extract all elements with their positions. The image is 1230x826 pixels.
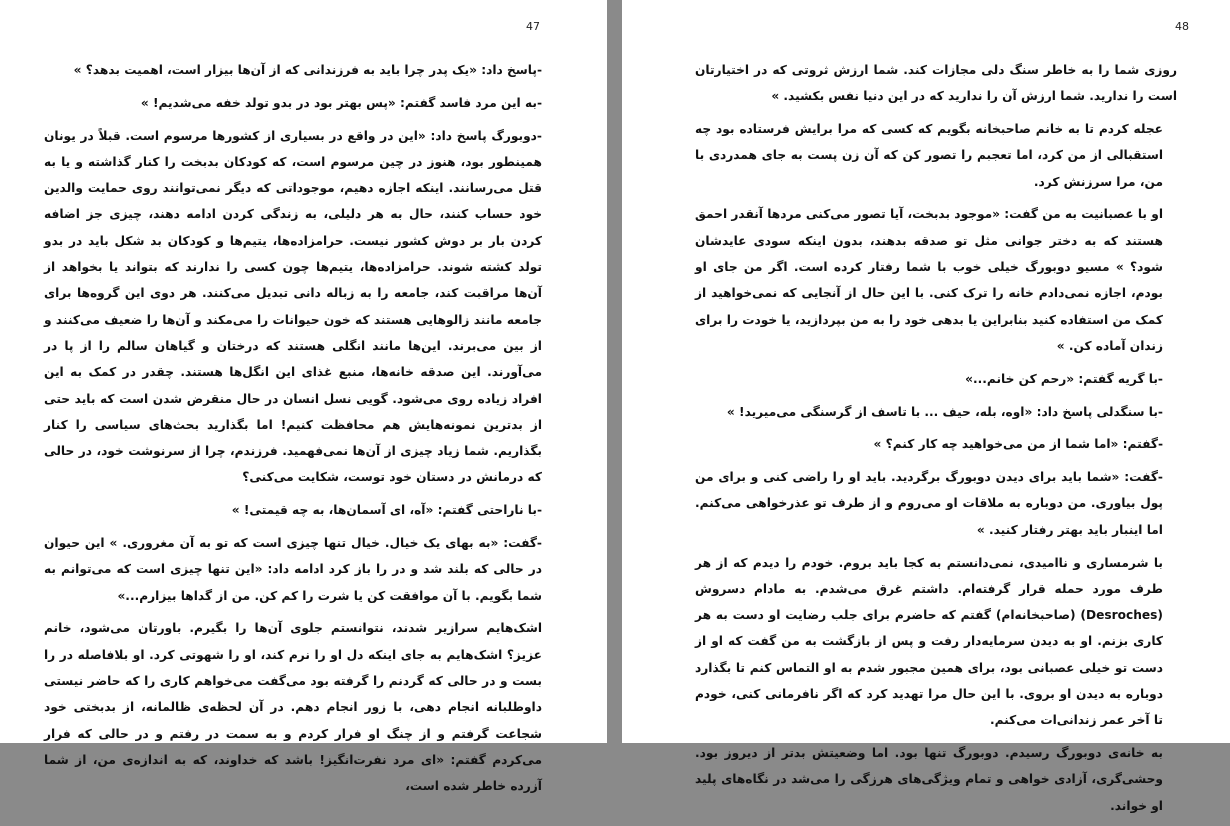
paragraph: -به این مرد فاسد گفتم: «پس بهتر بود در بدو تولد خفه می‌شدیم! » (140, 95, 542, 110)
paragraph: -با گریه گفتم: «رحم کن خانم...» (965, 371, 1163, 386)
left-page (0, 0, 607, 794)
paragraph: -با سنگدلی پاسخ داد: «اوه، بله، حیف ... با تاسف از گرسنگی می‌میرید! » (726, 404, 1163, 419)
paragraph: -با ناراحتی گفتم: «آه، ای آسمان‌ها، به چه قیمتی! » (231, 503, 542, 518)
paragraph: -دوبورگ پاسخ داد: «این در واقع در بسیاری از کشورها مرسوم است. قبلاً در یونان همینطور بود، هنوز در چین مرسوم است، که کودکان بدبخت را کنار گذاشته و یا به قتل می‌رسانند. اینکه اجازه دهیم، موجوداتی که دیگر نمی‌توانند روی حمایت والدین خود حساب کنند، حال به هر دلیلی، به زندگی کردن ادامه دهند، چیزی جز اضافه کردن بار بر دوش کشور نیست. حرامزاده‌ها، یتیم‌ها و کودکان بد شکل باید در بدو تولد کشته شوند. حرامزاده‌ها، یتیم‌ها چون کسی را ندارند که بتواند یا بخواهد از آن‌ها مراقبت کند، جامعه را به زباله دانی تبدیل می‌کنند. هر دوی این گروه‌ها برای جامعه مانند زالوهایی هستند که خون حیوانات را می‌مکند و آن‌ها را ضعیف می‌کنند و از بین می‌برند. این‌ها مانند انگلی هستند که درختان و گیاهان سالم را از پا در می‌آورند. این صدقه خانه‌ها، منبع غذای این انگل‌ها هستند. چقدر در کمک به این افراد زیاده روی می‌شود. گویی نسل انسان در حال منقرض شدن است که باید حتی از بدترین نمونه‌هایش هم محافظت کنیم! اما بگذارید بحث‌های سیاسی را کنار بگذاریم. شما زیاد چیزی از آن‌ها نمی‌فهمید. فرزندم، چرا از سرنوشت خود، در حالی که درمانش در دستان خود توست، شکایت می‌کنی؟ (44, 128, 542, 485)
page-text (695, 57, 1177, 826)
paragraph: -گفت: «شما باید برای دیدن دوبورگ برگردید. باید او را راضی کنی و برای من پول بیاوری. من دوباره به ملاقات او می‌روم و از طرف تو عذرخواهی می‌کنم. اما اینبار باید بهتر رفتار کنید. » (695, 470, 1163, 537)
paragraph: با شرمساری و ناامیدی، نمی‌دانستم به کجا باید بروم. خودم را دیدم که از هر طرف مورد حمله قرار گرفته‌ام. داشتم غرق می‌شدم. به مادام دسروش (Desroches) (صاحبخانه‌ام) گفتم که حاضرم برای جلب رضایت او دست به هر کاری بزنم. او به دیدن سرمایه‌دار رفت و پس از بازگشت به من گفت که او از دست تو خیلی عصبانی بود، برای همین مجبور شدم به او التماس کنم تا بگذارد دوباره به دیدن او بروی. با این حال مرا تهدید کرد که اگر نافرمانی کنی، خودم تا آخر عمر زندانی‌ات می‌کنم. (695, 555, 1163, 728)
paragraph: -گفت: «به بهای یک خیال. خیال تنها چیزی است که تو به آن مغروری. » این حیوان در حالی که بلند شد و در را باز کرد ادامه داد: «این تنها چیزی است که می‌توانم به شما بگویم. با آن موافقت کن یا شرت را کم کن. من از گداها بیزارم...» (44, 536, 542, 603)
paragraph: اشک‌هایم سرازیر شدند، نتوانستم جلوی آن‌ها را بگیرم. باورتان می‌شود، خانم عزیز؟ اشک‌هایم به جای اینکه دل او را نرم کند، او را شهوتی کرد. او بلافاصله در را بست و در حالی که گردنم را گرفته بود می‌گفت می‌خواهم کاری را که حاضر نیستی داوطلبانه انجام دهی، با زور انجام دهم. در آن لحظه‌ی ظالمانه، از بدبختی خود شجاعت گرفتم و از چنگ او فرار کردم و به سمت در رفتم و در حالی که فرار می‌کردم گفتم: «ای مرد نفرت‌انگیز! باشد که خداوند، که به اندازه‌ی من، از شما آزرده خاطر شده است، (44, 621, 542, 794)
page-number: 48 (1175, 20, 1189, 33)
paragraph: -پاسخ داد: «یک پدر چرا باید به فرزندانی که از آن‌ها بیزار است، اهمیت بدهد؟ » (73, 63, 542, 77)
paragraph: او با عصبانیت به من گفت: «موجود بدبخت، آیا تصور می‌کنی مردها آنقدر احمق هستند که به دختر جوانی مثل تو صدقه بدهند، بدون اینکه سودی عایدشان شود؟ » مسیو دوبورگ خیلی خوب با شما رفتار کرده است. اگر من جای او بودم، اجازه نمی‌دادم خانه را ترک کنی. با این حال از آنجایی که نمی‌خواهید از کمک من استفاده کنید بنابراین یا بدهی خود را به من بپردازید، یا خودت را برای زندان آماده کن. » (695, 207, 1163, 353)
right-page (622, 0, 1230, 813)
paragraph: -گفتم: «اما شما از من می‌خواهید چه کار کنم؟ » (873, 437, 1163, 452)
page-number: 47 (526, 20, 540, 33)
paragraph: روزی شما را به خاطر سنگ دلی مجازات کند. شما ارزش ثروتی که در اختیارتان است را ندارید. شما ارزش آن را ندارید که در این دنیا نفس بکشید. » (695, 63, 1177, 104)
paragraph: به خانه‌ی دوبورگ رسیدم. دوبورگ تنها بود. اما وضعیتش بدتر از دیروز بود. وحشی‌گری، آزادی خواهی و تمام ویژگی‌های هرزگی را می‌شد در نگاه‌های پلید او خواند. (695, 746, 1163, 813)
page-text (44, 57, 556, 806)
paragraph: عجله کردم تا به خانم صاحبخانه بگویم که کسی که مرا برایش فرستاده بود چه استقبالی از من کرد، اما تعجبم را تصور کن که آن زن پست به جای همدردی با من، مرا سرزنش کرد. (695, 122, 1163, 189)
